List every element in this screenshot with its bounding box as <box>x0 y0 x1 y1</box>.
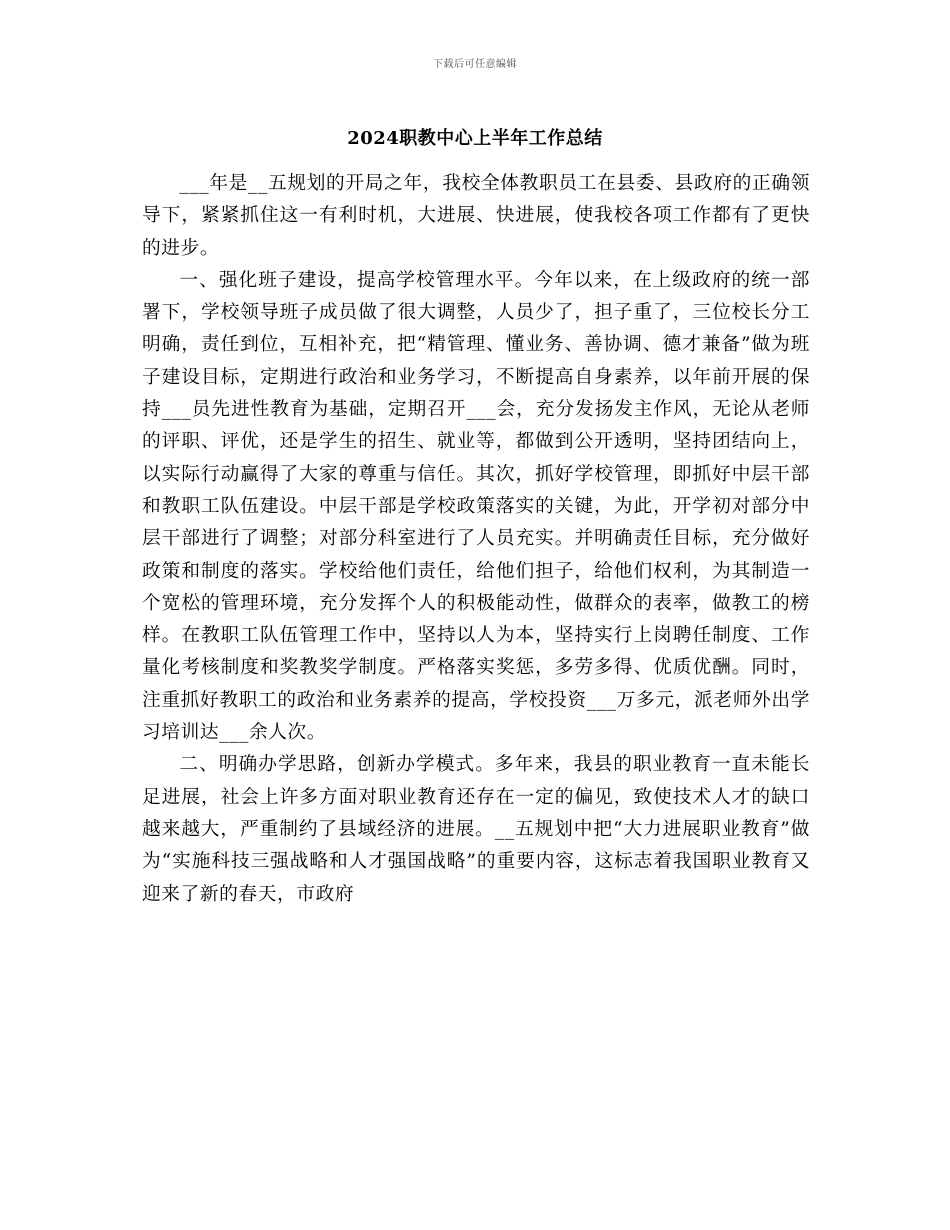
document-title: 2024职教中心上半年工作总结 <box>347 128 603 149</box>
paragraph-section-one: 一、强化班子建设，提高学校管理水平。今年以来，在上级政府的统一部署下，学校领导班子成员做了很大调整，人员少了，担子重了，三位校长分工明确，责任到位，互相补充，把“精管理、懂业务、善协调、德才兼备”做为班子建设目标，定期进行政治和业务学习，不断提高自身素养，以年前开展的保持___员先进性教育为基础，定期召开___会，充分发扬发主作风，无论从老师的评职、评优，还是学生的招生、就业等，都做到公开透明，坚持团结向上，以实际行动赢得了大家的尊重与信任。其次，抓好学校管理，即抓好中层干部和教职工队伍建设。中层干部是学校政策落实的关键，为此，开学初对部分中层干部进行了调整；对部分科室进行了人员充实。并明确责任目标，充分做好政策和制度的落实。学校给他们责任，给他们担子，给他们权利，为其制造一个宽松的管理环境，充分发挥个人的积极能动性，做群众的表率，做教工的榜样。在教职工队伍管理工作中，坚持以人为本，坚持实行上岗聘任制度、工作量化考核制度和奖教奖学制度。严格落实奖惩，多劳多得、优质优酬。同时，注重抓好教职工的政治和业务素养的提高，学校投资___万多元，派老师外出学习培训达___余人次。 <box>142 269 810 744</box>
paragraph-intro: ___年是__五规划的开局之年，我校全体教职员工在县委、县政府的正确领导下，紧紧抓住这一有利时机，大进展、快进展，使我校各项工作都有了更快的进步。 <box>142 173 810 259</box>
header-note: 下载后可任意编辑 <box>433 59 517 70</box>
paragraph-section-two: 二、明确办学思路，创新办学模式。多年来，我县的职业教育一直未能长足进展，社会上许多方面对职业教育还存在一定的偏见，致使技术人才的缺口越来越大，严重制约了县域经济的进展。__五规划中把“大力进展职业教育”做为“实施科技三强战略和人才强国战略”的重要内容，这标志着我国职业教育又迎来了新的春天，市政府 <box>142 754 810 905</box>
document-body <box>142 168 810 911</box>
